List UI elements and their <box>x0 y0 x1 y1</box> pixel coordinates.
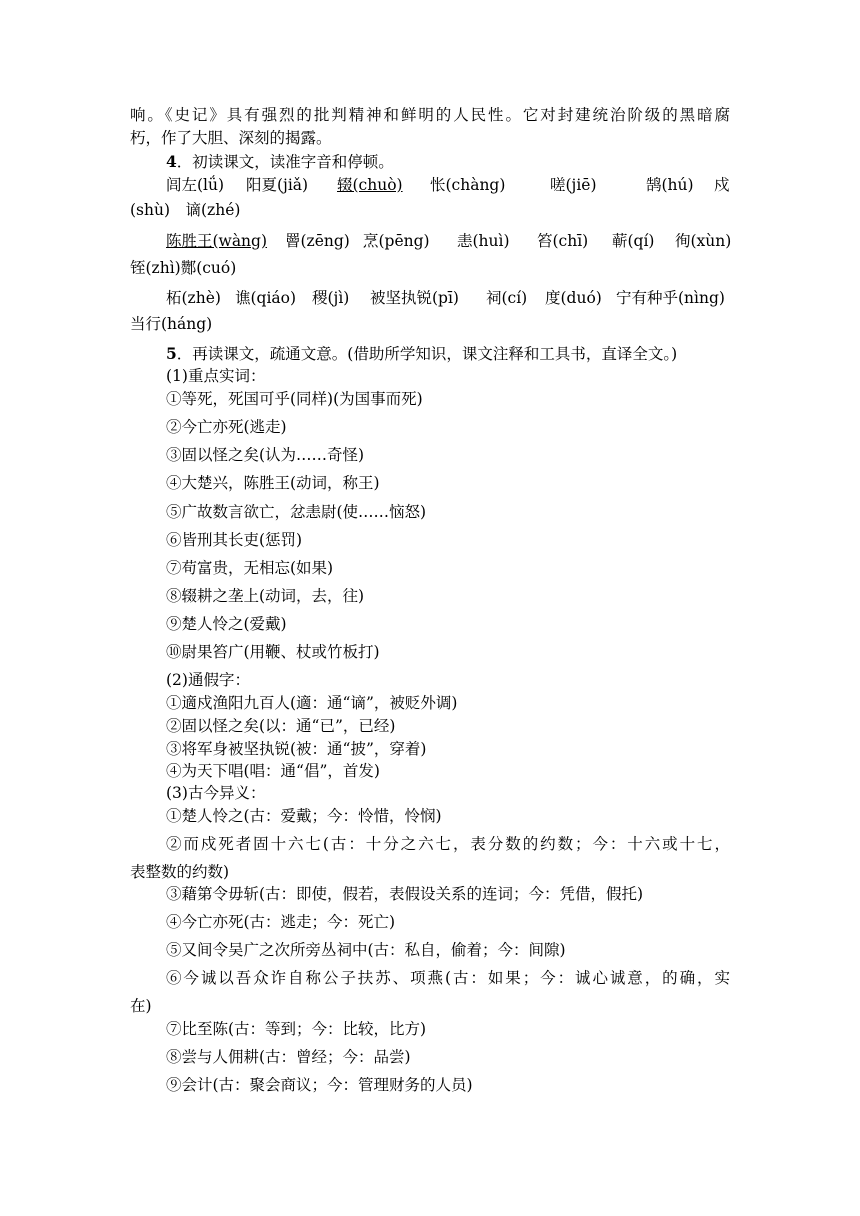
pron-item: 笞(chī) <box>537 232 589 250</box>
shici-item: ⑧辍耕之垄上(动词，去，往) <box>166 587 365 605</box>
gujin-item: ③藉第令毋斩(古：即使，假若，表假设关系的连词；今：凭借，假托) <box>166 885 644 903</box>
shici-item: ⑦苟富贵，无相忘(如果) <box>166 559 334 577</box>
pron-item: 罾(zēng) <box>285 232 350 250</box>
gujin-item-continued: 在) <box>130 997 152 1015</box>
pron-item: 祠(cí) <box>486 289 528 307</box>
tongjia-item: ①適戍渔阳九百人(適：通“谪”，被贬外调) <box>166 694 458 712</box>
pron-row-continued: 铚(zhì)酂(cuó) <box>130 259 237 277</box>
shici-item: ②今亡亦死(逃走) <box>166 418 287 436</box>
shici-item: ⑩尉果笞广(用鞭、杖或竹板打) <box>166 643 380 661</box>
pron-item: 戍 <box>714 176 730 194</box>
q4-title: ．初读课文，读准字音和停顿。 <box>176 153 394 171</box>
gujin-item: ⑤又间令吴广之次所旁丛祠中(古：私自，偷着；今：间隙) <box>166 941 566 959</box>
pron-item: 恚(huì) <box>457 232 510 250</box>
tongjia-item: ②固以怪之矣(以：通“已”，已经) <box>166 717 396 735</box>
pron-item: 闾左(lǘ) <box>166 176 225 194</box>
gujin-item-continued: 表整数的约数) <box>130 863 230 881</box>
pron-item: 蕲(qí) <box>612 232 655 250</box>
pron-item: 阳夏(jiǎ) <box>246 176 309 194</box>
pron-item: 稷(jì) <box>312 289 350 307</box>
shici-item: ⑤广故数言欲亡，忿恚尉(使……恼怒) <box>166 503 427 521</box>
pron-item: 度(duó) <box>545 289 602 307</box>
gujin-item: ⑧尝与人佣耕(古：曾经；今：品尝) <box>166 1048 411 1066</box>
pron-item: 柘(zhè) <box>166 289 221 307</box>
gujin-item: ⑦比至陈(古：等到；今：比较，比方) <box>166 1020 427 1038</box>
pron-item: 嗟(jiē) <box>550 176 597 194</box>
pron-item: 被坚执锐(pī) <box>370 289 459 307</box>
shici-item: ⑥皆刑其长吏(惩罚) <box>166 531 303 549</box>
pron-item: 烹(pēng) <box>363 232 430 250</box>
q5-heading <box>166 344 730 366</box>
shici-heading: (1)重点实词： <box>166 367 266 385</box>
pron-item: 宁有种乎(nìng) <box>616 289 725 307</box>
pron-item: 鹄(hú) <box>646 176 694 194</box>
pron-item: 谯(qiáo) <box>235 289 297 307</box>
tongjia-item: ④为天下唱(唱：通“倡”，首发) <box>166 762 380 780</box>
pron-item: 怅(chàng) <box>430 176 506 194</box>
q4-heading <box>166 152 730 174</box>
q5-title: ．再读课文，疏通文意。(借助所学知识，课文注释和工具书，直译全文。) <box>176 345 678 363</box>
gujin-item: ④今亡亦死(古：逃走；今：死亡) <box>166 913 396 931</box>
shici-item: ④大楚兴，陈胜王(动词，称王) <box>166 474 380 492</box>
q4-number: 4 <box>166 152 177 171</box>
q5-number: 5 <box>166 344 177 363</box>
shici-item: ⑨楚人怜之(爱戴) <box>166 615 287 633</box>
gujin-item: ⑥今诚以吾众诈自称公子扶苏、项燕(古：如果；今：诚心诚意，的确，实 <box>166 969 730 987</box>
tongjia-heading: (2)通假字： <box>166 671 250 689</box>
intro-line-1: 响。《史记》具有强烈的批判精神和鲜明的人民性。它对封建统治阶级的黑暗腐 <box>130 106 730 124</box>
pron-row-continued: 当行(háng) <box>130 315 213 333</box>
tongjia-item: ③将军身被坚执锐(被：通“披”，穿着) <box>166 740 427 758</box>
intro-line-2: 朽，作了大胆、深刻的揭露。 <box>130 129 332 147</box>
shici-item: ③固以怪之矣(认为……奇怪) <box>166 446 365 464</box>
shici-item: ①等死，死国可乎(同样)(为国事而死) <box>166 390 423 408</box>
pron-row-continued: (shù) 谪(zhé) <box>130 201 241 219</box>
pron-item: 徇(xùn) <box>675 232 732 250</box>
gujin-heading: (3)古今异义： <box>166 784 266 802</box>
gujin-item: ②而戍死者固十六七(古：十分之六七，表分数的约数；今：十六或十七， <box>166 835 730 853</box>
pron-item: 陈胜王(wàng) <box>166 232 268 250</box>
gujin-item: ①楚人怜之(古：爱戴；今：怜惜，怜悯) <box>166 807 442 825</box>
pron-item: 辍(chuò) <box>337 176 403 194</box>
gujin-item: ⑨会计(古：聚会商议；今：管理财务的人员) <box>166 1076 473 1094</box>
